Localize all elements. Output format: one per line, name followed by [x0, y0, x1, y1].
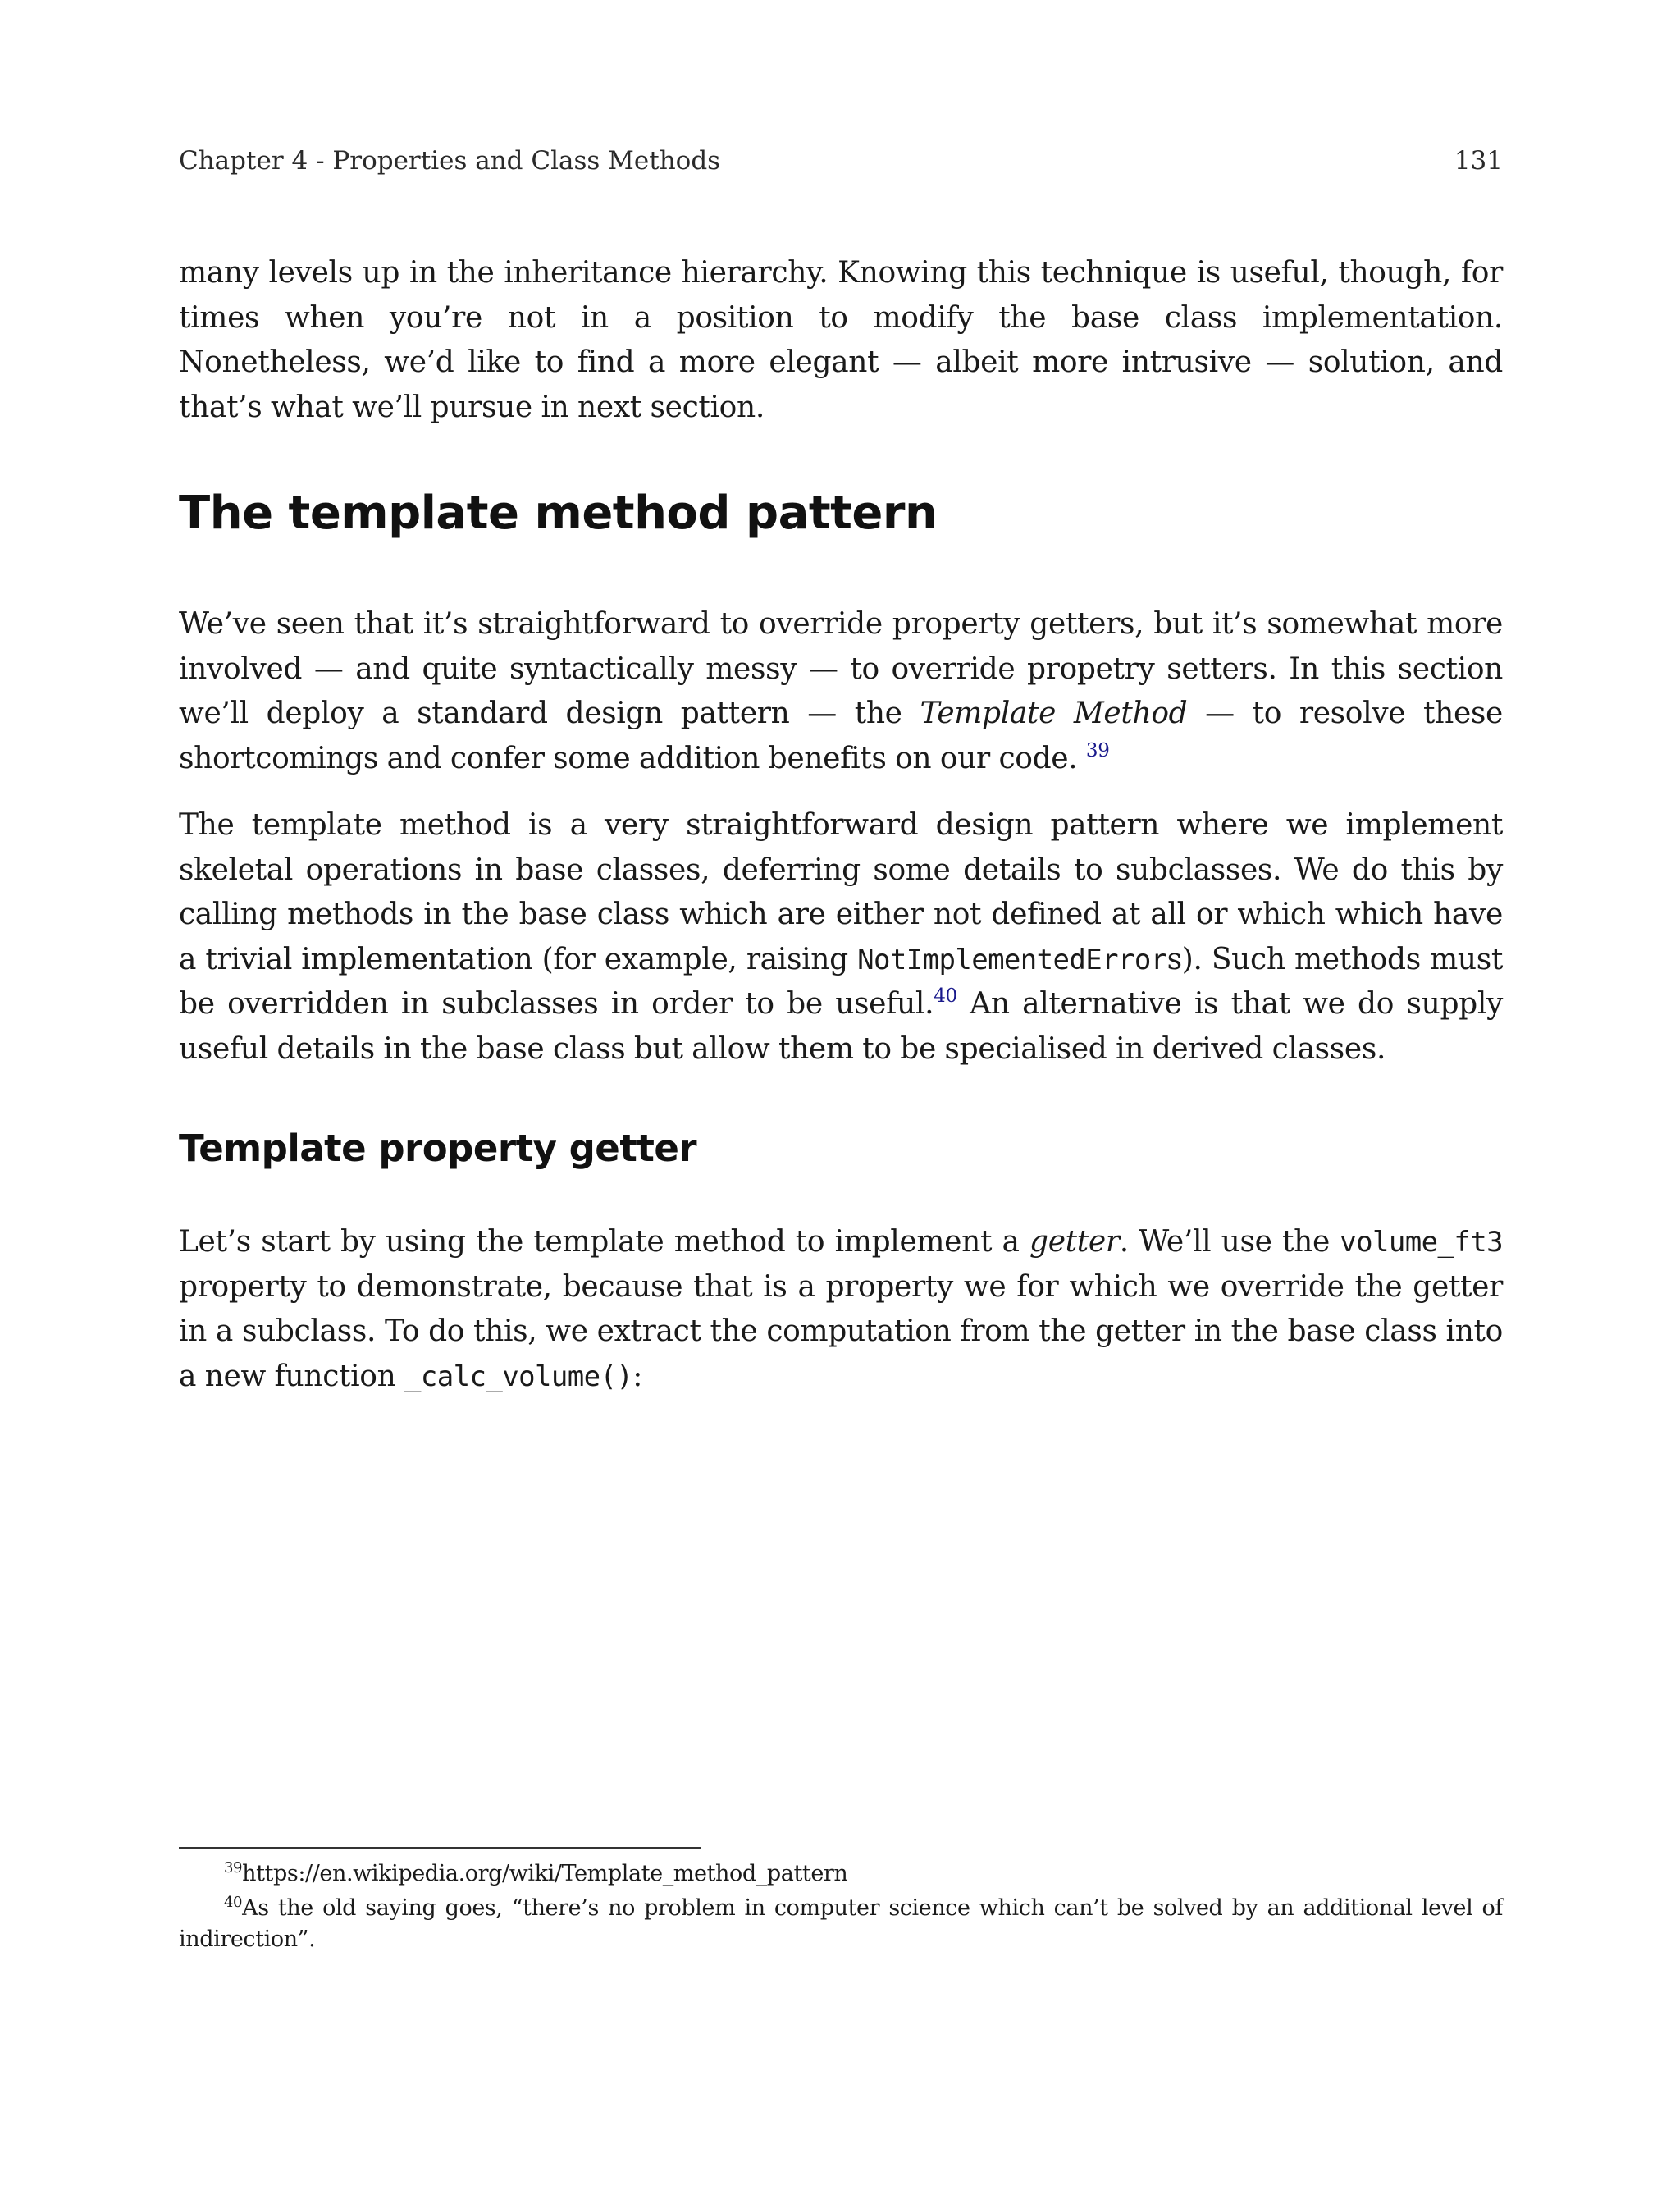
paragraph-intro: many levels up in the inheritance hierarchy. Knowing this technique is useful, though, for times when you’re not in a position to modify the base class implementation. Nonetheless, we’d like to find a more elegant — albeit more intrusive — solution, and that’s what we’ll pursue in next section.	[179, 256, 1503, 424]
text-run: An alternative is that we do supply useful details in the base class but allow them to be specialised in derived classes.	[179, 987, 1503, 1066]
running-header	[179, 146, 1503, 187]
footnote-40	[179, 1893, 1503, 1955]
section-heading: The template method pattern	[179, 487, 938, 540]
text-run: Let’s start by using the template method to implement a	[179, 1225, 1029, 1259]
emphasis-text: Template Method	[920, 697, 1188, 730]
text-run: s). Such methods must be overridden in subclasses in order to be useful.	[179, 942, 1503, 1021]
footnote-39	[179, 1858, 1503, 1890]
book-page	[179, 0, 1503, 2185]
text-run: . We’ll use the	[1119, 1225, 1340, 1259]
text-run: property to demonstrate, because that is a property we for which we override the getter in a subclass. To do this, we extract the computation from the getter in the base class into a new function	[179, 1269, 1503, 1393]
text-run: :	[632, 1359, 643, 1393]
inline-code: NotImplementedError	[857, 943, 1167, 976]
paragraph-template-intro	[179, 602, 1503, 781]
footnote-mark: 40	[224, 1894, 243, 1911]
footnote-text: As the old saying goes, “there’s no problem in computer science which can’t be solved by an additional level of indirection”.	[179, 1895, 1503, 1952]
inline-code: _calc_volume()	[404, 1360, 633, 1393]
paragraph-template-description	[179, 803, 1503, 1072]
page-number: 131	[1454, 146, 1503, 176]
footnote-mark: 39	[224, 1859, 243, 1876]
footnote-ref-40[interactable]: 40	[934, 985, 957, 1007]
emphasis-text: getter	[1029, 1225, 1120, 1259]
text-run: — to resolve these shortcomings and confer some addition benefits on our code.	[179, 697, 1503, 775]
text-run: The template method is a very straightforward design pattern where we implement skeletal operations in base classes, deferring some details to subclasses. We do this by calling methods in the base class which are either not defined at all or which which have a trivial implementation (for example, raising	[179, 808, 1503, 976]
footnote-divider	[179, 1847, 701, 1849]
subsection-heading: Template property getter	[179, 1127, 697, 1170]
paragraph-getter	[179, 1220, 1503, 1399]
chapter-title: Chapter 4 - Properties and Class Methods	[179, 146, 721, 176]
inline-code: volume_ft3	[1340, 1226, 1503, 1259]
footnote-link[interactable]: https://en.wikipedia.org/wiki/Template_method_pattern	[242, 1861, 848, 1886]
text-run: We’ve seen that it’s straightforward to override property getters, but it’s somewhat more involved — and quite syntactically messy — to override propetry setters. In this section we’ll deploy a standard design pattern — the	[179, 607, 1503, 730]
footnote-ref-39[interactable]: 39	[1085, 739, 1110, 761]
